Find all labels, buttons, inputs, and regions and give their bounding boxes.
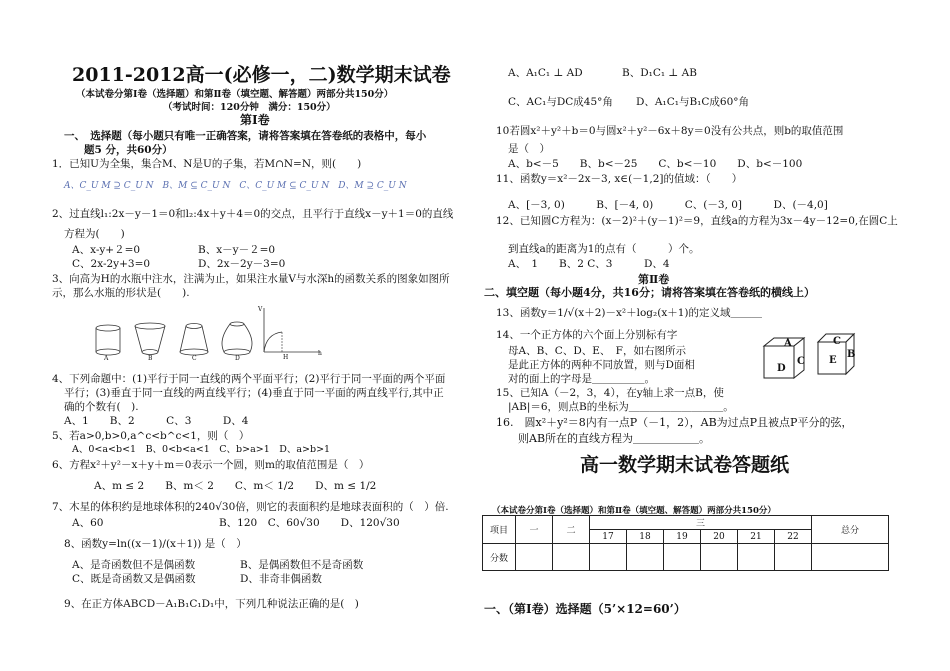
question-3-line2: 示，那么水瓶的形状是( ). [52, 287, 190, 299]
question-7-options: A、60 B、120 C、60√30 D、120√30 [72, 517, 400, 529]
figure-label-b: B [148, 355, 153, 362]
question-8-option-a: A、是奇函数但不是偶函数 [72, 559, 196, 571]
question-12-line2: 到直线a的距离为1的点有（ ）个。 [508, 243, 700, 255]
question-2-option-b: B、x－y－２=0 [198, 244, 276, 256]
question-10-line1: 10若圆x²＋y²＋b＝0与圆x²＋y²－6x＋8y＝0没有公共点，则b的取值范围 [496, 125, 844, 137]
section1-line1: 一、 选择题（每小题只有唯一正确答案，请将答案填在答卷纸的表格中，每小 [64, 130, 427, 142]
question-2-option-c: C、2x-2y+3=0 [72, 258, 151, 270]
question-8: 8、函数y=ln((x－1)/(x＋1)) 是（ ） [64, 538, 247, 550]
page-title: 2011-2012高一(必修一，二)数学期末试卷 [72, 64, 451, 86]
question-4-options: A、1 B、2 C、3 D、4 [64, 415, 249, 427]
question-14-line4: 对的面上的字母是＿＿＿＿＿。 [508, 373, 655, 385]
cube2-top-letter: C [833, 336, 841, 347]
question-5: 5、若a>0,b>0,a^c<b^c<1，则（ ） [52, 430, 250, 442]
question-9-option-a: A、A₁C₁ ⊥ AD [508, 67, 583, 79]
answer-sheet-subtitle: （本试卷分第Ⅰ卷（选择题）和第Ⅱ卷（填空题、解答题）两部分共150分） [492, 506, 776, 516]
score-table-subcol: 18 [627, 530, 664, 544]
question-10-options: A、b<－5 B、b<－25 C、b<－10 D、b<－100 [508, 158, 803, 170]
part1-heading: 第Ⅰ卷 [240, 113, 270, 127]
question-16-line1: 16. 圆x²＋y²＝8内有一点P（－1，2），AB为过点P且被点P平分的弦， [496, 416, 853, 429]
score-table-subcol: 21 [738, 530, 775, 544]
question-4-line1: 4、下列命题中：(1)平行于同一直线的两个平面平行；(2)平行于同一平面的两个平面 [52, 373, 446, 385]
question-6-options: A、m ≤ 2 B、m＜ 2 C、m＜ 1/2 D、m ≤ 1/2 [94, 480, 377, 492]
exam-subtitle: （本试卷分第Ⅰ卷（选择题）和第Ⅱ卷（填空题、解答题）两部分共150分） [76, 89, 394, 100]
score-cell[interactable] [664, 544, 701, 571]
part2-heading: 第Ⅱ卷 [638, 273, 670, 286]
answer-section1-heading: 一、（第Ⅰ卷）选择题（5’×12=60’） [484, 602, 686, 616]
question-14-line1: 14、一个正方体的六个面上分别标有字 [496, 329, 678, 341]
question-16-line2: 则AB所在的直线方程为＿＿＿＿＿＿。 [518, 432, 711, 445]
question-4-line3: 确的个数有( ). [64, 401, 139, 413]
question-10-line2: 是（ ） [508, 143, 550, 155]
question-6: 6、方程x²＋y²－x＋y＋m＝0表示一个圆，则m的取值范围是（ ） [52, 459, 370, 471]
question-2-option-d: D、2x－2y－3=0 [198, 258, 286, 270]
question-15-line2: |AB|＝6，则点B的坐标为＿＿＿＿＿＿＿＿＿。 [508, 401, 734, 413]
question-8-option-d: D、非奇非偶函数 [240, 573, 322, 585]
question-1-options: A、C_U M ⊇ C_U N B、M ⊆ C_U N C、C_U M ⊆ C_U N D、M ⊇ C_U N [64, 181, 407, 191]
score-table-subcol: 20 [701, 530, 738, 544]
score-table [482, 515, 889, 571]
figure-label-c: C [192, 355, 197, 362]
graph-axis-h: h [318, 350, 322, 357]
section1-line2: 题5 分，共60分） [84, 144, 173, 156]
score-cell[interactable] [553, 544, 590, 571]
question-13: 13、函数y＝1/√(x＋2)－x²＋log₂(x＋1)的定义域＿＿＿ [496, 307, 763, 319]
cube-figure [760, 332, 860, 382]
figure-label-a: A [104, 355, 109, 362]
question-8-option-b: B、是偶函数但不是奇函数 [240, 559, 364, 571]
question-14-line3: 是此正方体的两种不同放置，则与D面相 [508, 359, 695, 371]
question-15-line1: 15、已知A（－2，3，4），在y轴上求一点B，使 [496, 387, 724, 399]
question-7: 7、木星的体积约是地球体积的240√30倍，则它的表面积约是地球表面积的（ ）倍. [52, 501, 449, 513]
graph-axis-H: H [283, 354, 289, 361]
score-table-subcol: 22 [775, 530, 812, 544]
cube1-side-letter: C [797, 356, 805, 367]
section2-heading: 二、填空题（每小题4分，共16分；请将答案填在答卷纸的横线上） [484, 286, 815, 299]
question-5-options: A、0<a<b<1 B、0<b<a<1 C、b>a>1 D、a>b>1 [72, 444, 331, 455]
water-bottle-figure [92, 302, 327, 370]
score-table-col3: 三 [590, 516, 812, 530]
exam-info: （考试时间：120分钟 满分：150分） [163, 102, 336, 113]
question-11-options: A、[－3, 0) B、[－4, 0) C、(－3, 0] D、(－4,0] [508, 199, 828, 211]
question-3-line1: 3、向高为H的水瓶中注水，注满为止，如果注水量V与水深h的函数关系的图象如图所 [52, 273, 450, 285]
cube1-top-letter: A [784, 338, 792, 349]
score-table-label-score: 分数 [483, 544, 516, 571]
score-cell[interactable] [775, 544, 812, 571]
question-12-line1: 12、已知圆C方程为：(x－2)²＋(y－1)²＝9，直线a的方程为3x－4y－12=0,在圆C上 [496, 215, 898, 227]
question-2-line1: 2、过直线l₁:2x－y－1＝0和l₂:4x＋y＋4＝0的交点，且平行于直线x－y＋1＝0的直线 [52, 208, 454, 220]
graph-axis-v: V [258, 306, 263, 313]
score-cell[interactable] [701, 544, 738, 571]
question-8-option-c: C、既是奇函数又是偶函数 [72, 573, 196, 585]
score-cell[interactable] [627, 544, 664, 571]
question-9: 9、在正方体ABCD－A₁B₁C₁D₁中，下列几种说法正确的是( ) [64, 598, 359, 610]
score-cell[interactable] [738, 544, 775, 571]
question-12-options: A、 1 B、2 C、3 D、4 [508, 258, 670, 270]
cube2-front-letter: E [829, 355, 837, 366]
cube2-side-letter: B [847, 349, 856, 360]
question-4-line2: 平行；(3)垂直于同一直线的两直线平行；(4)垂直于同一平面的两直线平行,其中正 [64, 387, 444, 399]
score-table-subcol: 19 [664, 530, 701, 544]
answer-sheet-title: 高一数学期末试卷答题纸 [580, 454, 790, 476]
question-2-option-a: A、x-y+２=0 [72, 244, 141, 256]
figure-label-d: D [235, 355, 240, 362]
question-9-option-c: C、AC₁与DC成45°角 [508, 96, 613, 108]
score-table-label-item: 项目 [483, 516, 516, 544]
score-cell-total[interactable] [812, 544, 889, 571]
score-table-total: 总分 [812, 516, 889, 544]
score-table-subcol: 17 [590, 530, 627, 544]
cube1-front-letter: D [777, 363, 786, 374]
question-9-option-d: D、A₁C₁与B₁C成60°角 [636, 96, 750, 108]
score-table-col2: 二 [553, 516, 590, 544]
score-cell[interactable] [516, 544, 553, 571]
question-9-option-b: B、D₁C₁ ⊥ AB [622, 67, 697, 79]
question-1: 1．已知U为全集，集合M、N是U的子集，若M∩N=N，则( ) [52, 158, 362, 170]
score-cell[interactable] [590, 544, 627, 571]
question-14-line2: 母A、B、C、D、E、 F，如右图所示 [508, 345, 686, 357]
score-table-col1: 一 [516, 516, 553, 544]
question-11: 11、函数y＝x²－2x－3, x∈(－1,2]的值域：（ ） [496, 173, 743, 185]
question-2-line2: 方程为( ) [64, 228, 125, 240]
